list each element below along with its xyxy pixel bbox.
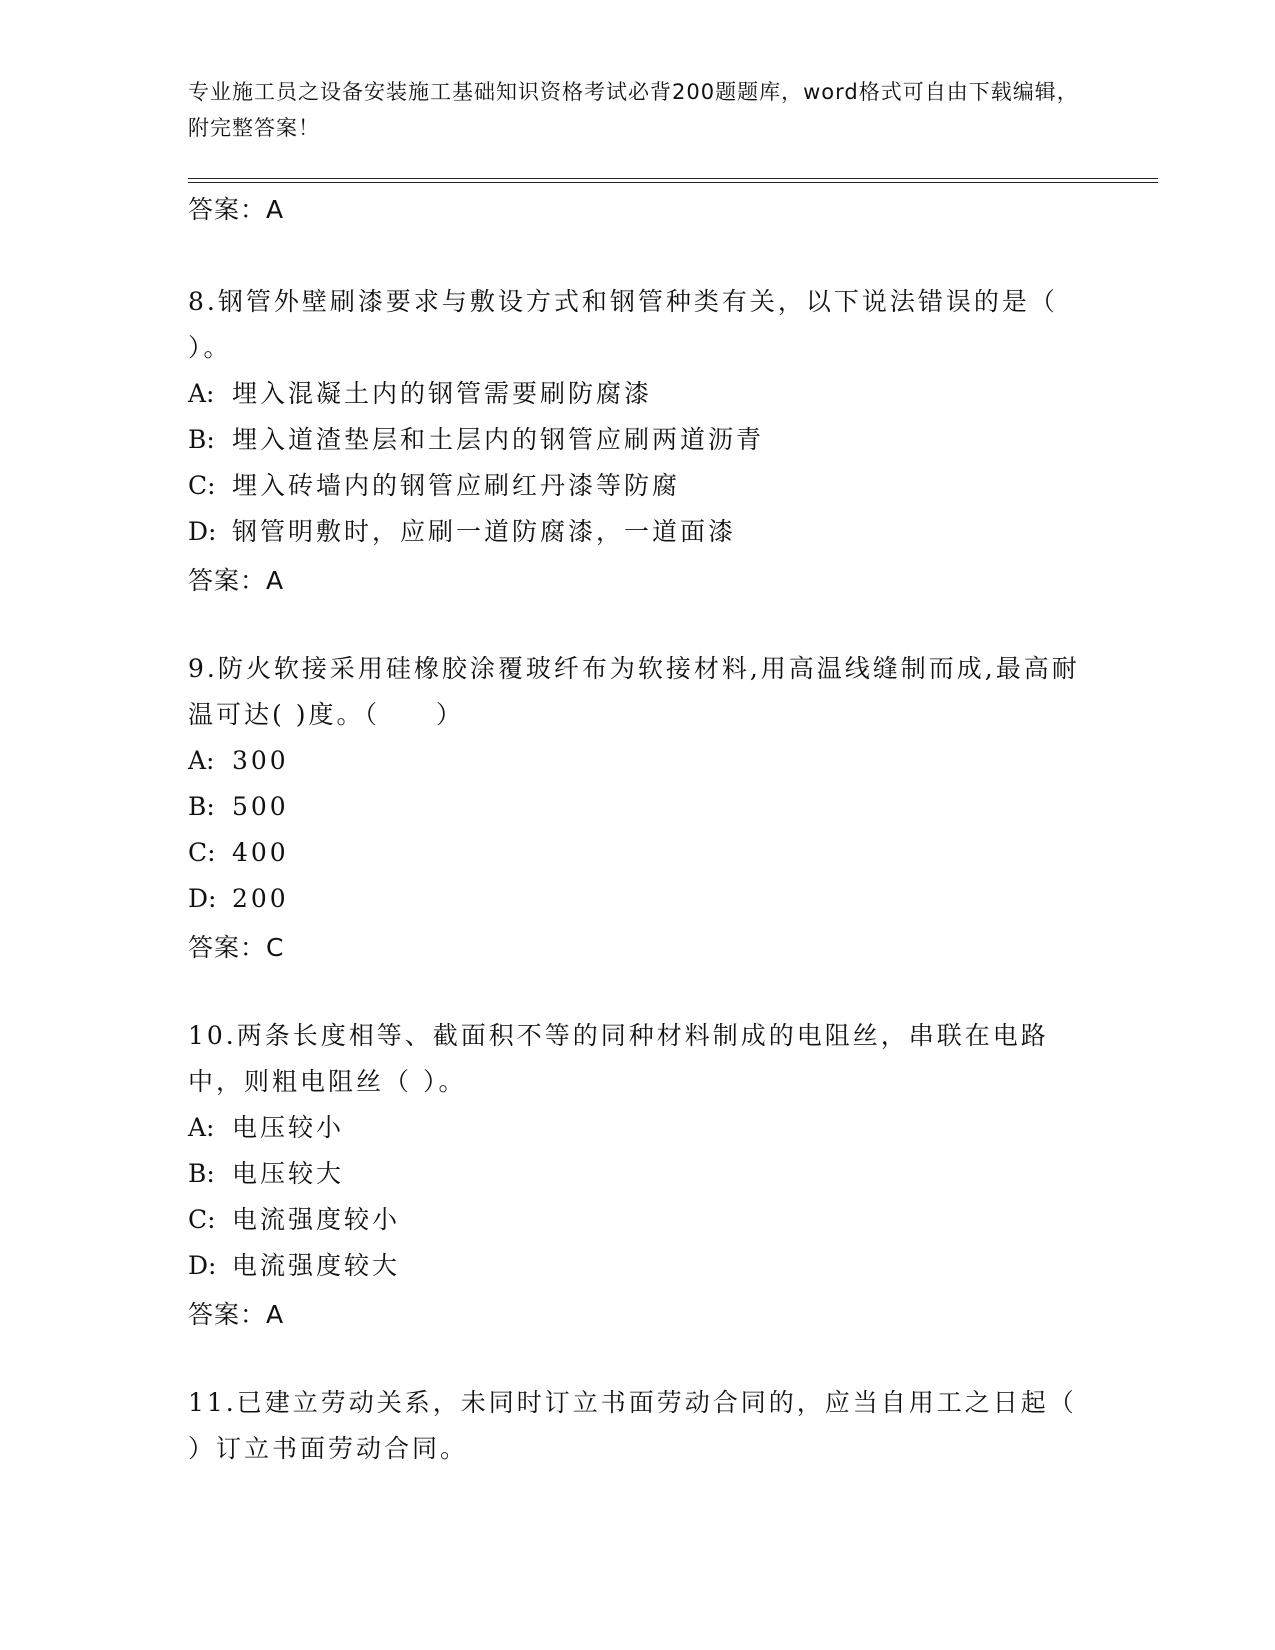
option-label: C:: [188, 838, 216, 867]
answer-line: 答案：C: [188, 933, 285, 962]
document-body: [188, 188, 1088, 1472]
option-text: 300: [232, 746, 289, 775]
answer-line: 答案：A: [188, 566, 285, 595]
answer-line: 答案：A: [188, 195, 285, 224]
option-text: 400: [232, 838, 289, 867]
option-label: B:: [188, 792, 215, 821]
option-text: 500: [232, 792, 289, 821]
option-text: 200: [232, 884, 289, 913]
option-b: [188, 1151, 1088, 1197]
option-b: [188, 784, 1088, 830]
answer-line: 答案：A: [188, 1300, 285, 1329]
question-text: 10.两条长度相等、截面积不等的同种材料制成的电阻丝，串联在电路中，则粗电阻丝（ ）。: [188, 1021, 1049, 1096]
option-label: B:: [188, 425, 215, 454]
option-d: [188, 509, 1088, 555]
header-divider: [188, 178, 1158, 183]
option-label: A:: [188, 379, 215, 408]
option-c: [188, 830, 1088, 876]
option-label: C:: [188, 1205, 216, 1234]
option-label: B:: [188, 1159, 215, 1188]
option-text: 埋入道渣垫层和土层内的钢管应刷两道沥青: [232, 425, 765, 454]
option-text: 电流强度较小: [232, 1205, 401, 1234]
spacer: [188, 234, 1088, 279]
question-text: 11.已建立劳动关系，未同时订立书面劳动合同的，应当自用工之日起（ ）订立书面劳动合同。: [188, 1388, 1077, 1463]
question-block: [188, 1013, 1088, 1335]
spacer: [188, 1335, 1088, 1380]
question-text: 9.防火软接采用硅橡胶涂覆玻纤布为软接材料,用高温线缝制而成,最高耐温可达( )度。（ ）: [188, 654, 1080, 729]
question-block: [188, 279, 1088, 601]
option-c: [188, 463, 1088, 509]
option-c: [188, 1197, 1088, 1243]
option-label: C:: [188, 471, 216, 500]
option-d: [188, 1243, 1088, 1289]
document-header: 专业施工员之设备安装施工基础知识资格考试必背200题题库，word格式可自由下载编辑，附完整答案！: [188, 80, 1079, 140]
option-label: D:: [188, 517, 217, 546]
option-b: [188, 417, 1088, 463]
question-block: [188, 646, 1088, 968]
option-text: 埋入砖墙内的钢管应刷红丹漆等防腐: [232, 471, 681, 500]
option-text: 电压较大: [232, 1159, 345, 1188]
option-text: 钢管明敷时，应刷一道防腐漆，一道面漆: [232, 517, 737, 546]
option-label: D:: [188, 884, 217, 913]
option-text: 电压较小: [232, 1113, 345, 1142]
option-a: [188, 738, 1088, 784]
option-label: A:: [188, 746, 215, 775]
option-text: 电流强度较大: [232, 1251, 401, 1280]
spacer: [188, 601, 1088, 646]
spacer: [188, 968, 1088, 1013]
question-text: 8.钢管外壁刷漆要求与敷设方式和钢管种类有关，以下说法错误的是（ ）。: [188, 287, 1058, 362]
option-text: 埋入混凝土内的钢管需要刷防腐漆: [232, 379, 653, 408]
option-label: A:: [188, 1113, 215, 1142]
option-d: [188, 876, 1088, 922]
question-block: [188, 1380, 1088, 1472]
option-a: [188, 371, 1088, 417]
option-a: [188, 1105, 1088, 1151]
option-label: D:: [188, 1251, 217, 1280]
